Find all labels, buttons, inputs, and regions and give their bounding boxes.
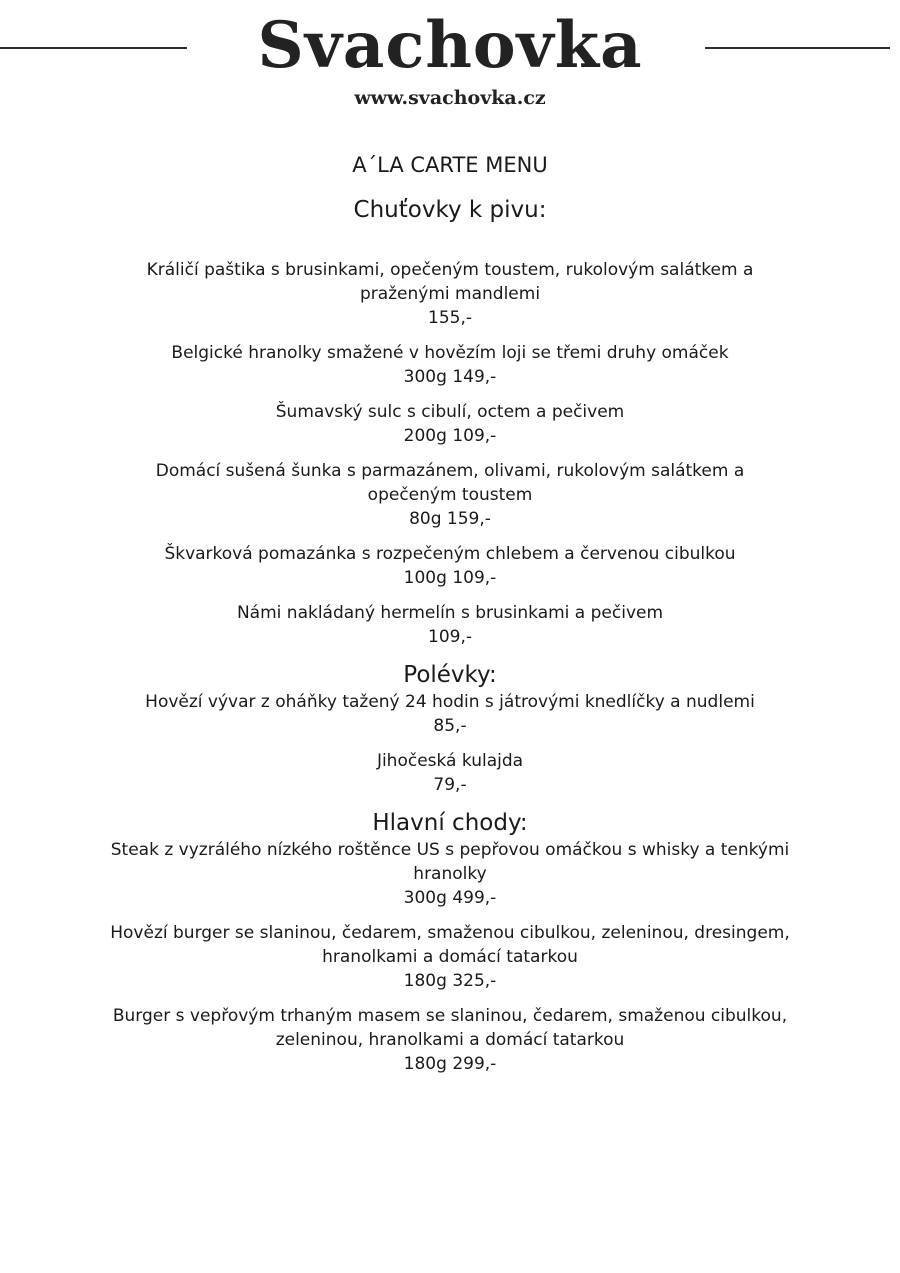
menu-item <box>110 400 790 448</box>
menu-item-price: 109,- <box>428 627 472 647</box>
menu-item <box>110 459 790 531</box>
section-title-snacks: Chuťovky k pivu: <box>353 197 547 223</box>
section-title-soups: Polévky: <box>403 662 497 688</box>
menu-item-name: Škvarková pomazánka s rozpečeným chlebem a červenou cibulkou <box>164 544 736 564</box>
menu-item-price: 85,- <box>433 716 467 736</box>
menu-item-price: 79,- <box>433 775 467 795</box>
menu-item <box>110 1004 790 1076</box>
menu-content <box>110 195 790 1087</box>
menu-item-name: Námi nakládaný hermelín s brusinkami a pečivem <box>236 603 664 623</box>
menu-item <box>110 601 790 649</box>
menu-item-price: 180g 299,- <box>403 1054 497 1074</box>
menu-item <box>110 838 790 910</box>
menu-item-price: 300g 499,- <box>403 888 497 908</box>
menu-item <box>110 690 790 738</box>
menu-item-name: Šumavský sulc s cibulí, octem a pečivem <box>275 402 625 422</box>
menu-title: A´LA CARTE MENU <box>352 153 548 177</box>
menu-item-price: 300g 149,- <box>403 367 497 387</box>
brand-logo: Svachovka <box>257 8 643 83</box>
menu-item-name: Burger s vepřovým trhaným masem se slaninou, čedarem, smaženou cibulkou, zeleninou, hranolkami a domácí tatarkou <box>112 1006 788 1050</box>
menu-item <box>110 341 790 389</box>
menu-item-name: Hovězí vývar z oháňky tažený 24 hodin s játrovými knedlíčky a nudlemi <box>145 692 755 712</box>
website-link[interactable]: www.svachovka.cz <box>354 87 546 109</box>
menu-item-price: 180g 325,- <box>403 971 497 991</box>
menu-item-name: Belgické hranolky smažené v hovězím loji se třemi druhy omáček <box>171 343 729 363</box>
menu-item <box>110 542 790 590</box>
menu-item <box>110 749 790 797</box>
menu-item-name: Steak z vyzrálého nízkého roštěnce US s pepřovou omáčkou s whisky a tenkými hranolky <box>110 840 790 884</box>
menu-item-price: 100g 109,- <box>403 568 497 588</box>
menu-item-name: Hovězí burger se slaninou, čedarem, smaženou cibulkou, zeleninou, dresingem, hranolkami a domácí tatarkou <box>110 923 790 967</box>
section-title-main-courses: Hlavní chody: <box>372 810 528 836</box>
menu-item-name: Jihočeská kulajda <box>376 751 524 771</box>
menu-item-price: 200g 109,- <box>403 426 497 446</box>
menu-item <box>110 258 790 330</box>
menu-item-name: Králičí paštika s brusinkami, opečeným toustem, rukolovým salátkem a praženými mandlemi <box>146 260 754 304</box>
menu-item-price: 80g 159,- <box>409 509 491 529</box>
menu-item-price: 155,- <box>428 308 472 328</box>
menu-item <box>110 921 790 993</box>
menu-item-name: Domácí sušená šunka s parmazánem, olivami, rukolovým salátkem a opečeným toustem <box>155 461 745 505</box>
